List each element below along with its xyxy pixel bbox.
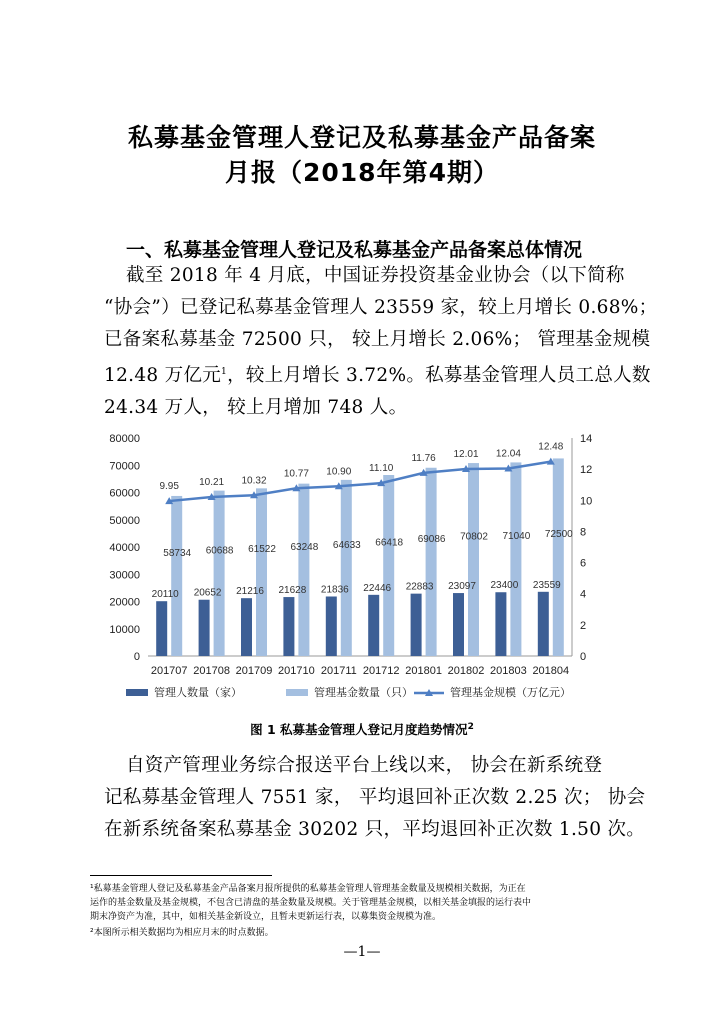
data-label-funds: 64633 (332, 539, 361, 551)
data-label-scale: 10.21 (199, 477, 225, 489)
para1-line5: 24.34 万人， 较上月增加 748 人。 (104, 397, 408, 419)
y-left-tick-label: 30000 (109, 569, 140, 582)
data-label-scale: 11.10 (369, 463, 394, 475)
bar-funds (171, 496, 182, 656)
x-tick-label: 201802 (447, 665, 485, 677)
data-label-scale: 11.76 (411, 452, 436, 464)
figure-caption (0, 720, 724, 738)
bar-managers (368, 595, 379, 656)
data-label-scale: 10.32 (241, 475, 267, 487)
legend-swatch-funds (286, 689, 308, 696)
y-left-tick-label: 20000 (109, 596, 140, 609)
x-tick-label: 201804 (532, 665, 570, 677)
data-label-managers: 21216 (236, 586, 264, 598)
x-tick-label: 201710 (278, 665, 315, 677)
legend-label-funds: 管理基金数量（只） (314, 687, 413, 699)
chart-root (109, 433, 592, 699)
y-right-tick-label: 14 (580, 433, 593, 445)
y-left-tick-label: 80000 (109, 433, 140, 445)
data-label-funds: 70802 (460, 531, 488, 543)
y-left-tick-label: 70000 (109, 460, 140, 473)
bar-managers (199, 600, 210, 656)
footnote-1-line1: ¹私募基金管理人登记及私募基金产品备案月报所提供的私募基金管理人管理基金数量及规模相关数据，为正在 (90, 884, 526, 894)
data-label-funds: 58734 (163, 547, 192, 559)
data-label-managers: 23097 (448, 581, 476, 593)
data-label-funds: 63248 (290, 541, 319, 553)
report-title-line2: 月报（2018年第4期） (225, 158, 499, 187)
footnote-divider (90, 875, 272, 876)
bar-managers (241, 598, 252, 656)
paragraph-summary (104, 260, 658, 424)
bar-funds (468, 463, 479, 656)
x-tick-label: 201803 (490, 665, 527, 677)
report-title-line1: 私募基金管理人登记及私募基金产品备案 (127, 123, 596, 152)
bar-funds (341, 480, 352, 656)
x-tick-label: 201707 (150, 665, 188, 677)
para1-line4a: 12.48 万亿元 (104, 365, 222, 387)
line-scale (169, 462, 551, 501)
section-heading: 一、私募基金管理人登记及私募基金产品备案总体情况 (126, 239, 583, 261)
data-label-scale: 12.01 (453, 448, 479, 460)
bar-managers (411, 594, 422, 656)
data-label-funds: 61522 (248, 544, 276, 556)
para1-line1: 截至 2018 年 4 月底，中国证券投资基金业协会（以下简称 (126, 265, 625, 286)
bar-funds (214, 491, 225, 656)
legend-label-managers: 管理人数量（家） (154, 687, 242, 699)
data-label-scale: 10.90 (326, 466, 352, 478)
data-label-funds: 69086 (417, 533, 446, 545)
bar-funds (298, 484, 309, 656)
data-label-managers: 23400 (490, 580, 519, 592)
legend-label-scale: 管理基金规模（万亿元） (450, 687, 571, 699)
data-label-funds: 72500 (544, 529, 573, 541)
y-right-tick-label: 2 (580, 619, 587, 632)
data-label-managers: 20110 (151, 589, 179, 601)
bar-funds (383, 475, 394, 656)
bar-managers (283, 597, 294, 656)
data-label-managers: 21628 (278, 585, 307, 597)
paragraph-system (104, 750, 646, 846)
caption-text: 图 1 私募基金管理人登记月度趋势情况 (250, 722, 468, 737)
para2-line2: 记私募基金管理人 7551 家， 平均退回补正次数 2.25 次； 协会 (104, 787, 646, 808)
y-left-tick-label: 0 (133, 651, 140, 663)
data-label-scale: 12.48 (538, 441, 564, 453)
para1-line3: 已备案私募基金 72500 只， 较上月增长 2.06%； 管理基金规模 (104, 329, 651, 350)
data-label-managers: 22446 (363, 582, 392, 594)
bar-managers (495, 592, 506, 656)
y-right-tick-label: 12 (580, 464, 593, 477)
bar-funds (426, 468, 437, 656)
y-left-tick-label: 10000 (109, 623, 140, 636)
para1-line4b: ，较上月增长 3.72%。私募基金管理人员工总人数 (227, 365, 651, 387)
para2-line3: 在新系统备案私募基金 30202 只，平均退回补正次数 1.50 次。 (104, 819, 646, 840)
bar-funds (256, 488, 267, 656)
x-tick-label: 201709 (235, 665, 273, 677)
data-label-managers: 23559 (532, 579, 561, 591)
legend-swatch-managers (126, 689, 148, 696)
x-tick-label: 201711 (320, 665, 357, 677)
y-left-tick-label: 40000 (109, 542, 140, 554)
y-right-tick-label: 4 (580, 588, 587, 601)
footnote-2: ²本图所示相关数据均为相应月末的时点数据。 (90, 928, 274, 938)
y-left-tick-label: 60000 (109, 487, 140, 500)
data-label-funds: 60688 (205, 545, 234, 557)
data-label-managers: 22883 (405, 581, 434, 593)
bar-managers (538, 592, 549, 656)
footnote-1 (90, 882, 635, 924)
y-right-tick-label: 0 (580, 651, 587, 663)
page-number: —1— (343, 944, 381, 960)
bar-managers (156, 601, 167, 656)
x-tick-label: 201801 (405, 665, 442, 677)
y-right-tick-label: 10 (580, 495, 593, 508)
data-label-scale: 10.77 (283, 468, 309, 480)
bar-funds (553, 458, 564, 656)
para1-line2: “协会”）已登记私募基金管理人 23559 家，较上月增长 0.68%； (104, 297, 658, 318)
data-label-managers: 21836 (320, 584, 349, 596)
data-label-funds: 66418 (375, 537, 404, 549)
footnote-1-line2: 运作的基金数量及基金规模，不包含已清盘的基金数量及规模。关于管理基金规模，以相关基金填报的运行表中 (90, 898, 532, 908)
footnote-1-line3: 期末净资产为准，其中，如相关基金新设立，且暂未更新运行表，以募集资金规模为准。 (90, 912, 442, 922)
x-tick-label: 201708 (193, 665, 230, 677)
trend-chart (96, 428, 636, 708)
bar-funds (510, 462, 521, 656)
data-label-funds: 71040 (502, 531, 531, 543)
y-left-tick-label: 50000 (109, 514, 140, 527)
bar-managers (326, 596, 337, 656)
y-right-tick-label: 6 (580, 557, 587, 570)
data-label-scale: 9.95 (159, 481, 179, 493)
para2-line1: 自资产管理业务综合报送平台上线以来， 协会在新系统登 (126, 755, 603, 776)
data-label-managers: 20652 (193, 587, 222, 599)
data-label-scale: 12.04 (495, 448, 521, 460)
footnote-ref-1[interactable]: 1 (221, 367, 228, 377)
x-tick-label: 201712 (362, 665, 400, 677)
footnote-ref-2[interactable]: 2 (467, 721, 474, 732)
bar-managers (453, 593, 464, 656)
y-right-tick-label: 8 (580, 526, 587, 539)
